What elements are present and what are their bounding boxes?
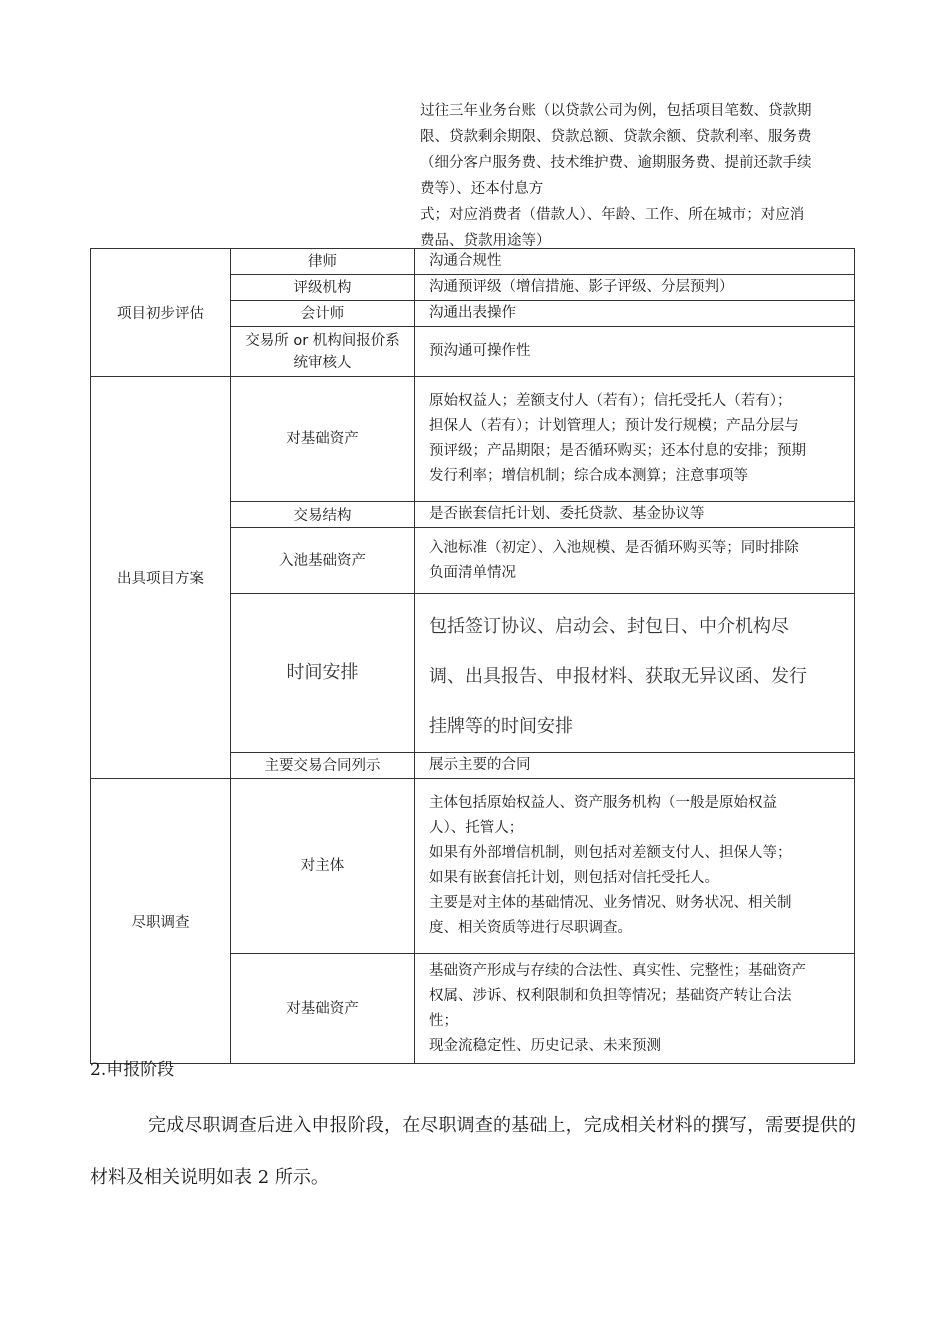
desc-line: 发行利率；增信机制；综合成本测算；注意事项等 — [429, 468, 748, 484]
desc-line: 担保人（若有）；计划管理人；预计发行规模；产品分层与 — [429, 418, 799, 434]
process-table — [90, 248, 855, 1064]
table-row — [91, 249, 855, 275]
table-row — [91, 779, 855, 954]
desc-cell: 预沟通可操作性 — [415, 327, 855, 377]
desc-cell — [415, 377, 855, 502]
stage-label-eval: 项目初步评估 — [91, 249, 231, 377]
desc-cell — [415, 528, 855, 594]
item-cell: 会计师 — [231, 301, 415, 327]
desc-line: 挂牌等的时间安排 — [429, 716, 573, 737]
text-line: 费品、贷款用途等） — [420, 233, 551, 249]
top-continuation-text — [420, 98, 860, 254]
desc-cell: 沟通合规性 — [415, 249, 855, 275]
item-cell: 交易结构 — [231, 502, 415, 528]
desc-cell — [415, 954, 855, 1064]
desc-cell: 是否嵌套信托计划、委托贷款、基金协议等 — [415, 502, 855, 528]
desc-line: 现金流稳定性、历史记录、未来预测 — [429, 1037, 661, 1054]
item-cell: 律师 — [231, 249, 415, 275]
desc-line: 度、相关资质等进行尽职调查。 — [429, 920, 632, 936]
desc-line: 主要是对主体的基础情况、业务情况、财务状况、相关制 — [429, 895, 792, 911]
item-cell — [231, 327, 415, 377]
body-paragraph: 完成尽职调查后进入申报阶段，在尽职调查的基础上，完成相关材料的撰写，需要提供的材料及相关说明如表 2 所示。 — [90, 1115, 856, 1188]
desc-cell: 沟通出表操作 — [415, 301, 855, 327]
desc-line: 原始权益人；差额支付人（若有）；信托受托人（若有）； — [429, 393, 792, 409]
desc-line: 预评级；产品期限；是否循环购买；还本付息的安排；预期 — [429, 443, 806, 459]
desc-cell — [415, 594, 855, 753]
stage-label-dd: 尽职调查 — [91, 779, 231, 1064]
desc-line: 包括签订协议、启动会、封包日、中介机构尽 — [429, 616, 789, 637]
desc-cell: 展示主要的合同 — [415, 753, 855, 779]
item-cell: 时间安排 — [231, 594, 415, 753]
item-line: 统审核人 — [293, 354, 352, 371]
desc-line: 如果有外部增信机制，则包括对差额支付人、担保人等； — [429, 845, 792, 861]
desc-line: 入池标准（初定）、入池规模、是否循环购买等；同时排除 — [429, 539, 799, 556]
section-heading: 2.申报阶段 — [90, 1060, 175, 1080]
desc-cell: 沟通预评级（增信措施、影子评级、分层预判） — [415, 275, 855, 301]
item-cell: 对基础资产 — [231, 377, 415, 502]
item-cell: 对主体 — [231, 779, 415, 954]
text-line: 过往三年业务台账（以贷款公司为例，包括项目笔数、贷款期 — [420, 103, 812, 119]
desc-cell — [415, 779, 855, 954]
desc-line: 如果有嵌套信托计划，则包括对信托受托人。 — [429, 870, 719, 886]
desc-line: 负面清单情况 — [429, 564, 516, 581]
text-line: 限、贷款剩余期限、贷款总额、贷款余额、贷款利率、服务费 — [420, 129, 812, 145]
desc-line: 性； — [429, 1012, 458, 1029]
desc-line: 调、出具报告、申报材料、获取无异议函、发行 — [429, 666, 807, 687]
item-line: 交易所 or 机构间报价系 — [245, 332, 400, 349]
item-cell: 对基础资产 — [231, 954, 415, 1064]
desc-line: 主体包括原始权益人、资产服务机构（一般是原始权益 — [429, 795, 777, 811]
item-cell: 入池基础资产 — [231, 528, 415, 594]
desc-line: 权属、涉诉、权利限制和负担等情况；基础资产转让合法 — [429, 987, 792, 1004]
stage-label-plan: 出具项目方案 — [91, 377, 231, 779]
text-line: 费等）、还本付息方 — [420, 181, 544, 197]
desc-line: 基础资产形成与存续的合法性、真实性、完整性；基础资产 — [429, 962, 806, 979]
item-cell: 主要交易合同列示 — [231, 753, 415, 779]
desc-line: 人）、托管人； — [429, 820, 524, 836]
text-line: 式；对应消费者（借款人）、年龄、工作、所在城市；对应消 — [420, 207, 805, 223]
table-row — [91, 377, 855, 502]
text-line: （细分客户服务费、技术维护费、逾期服务费、提前还款手续 — [420, 155, 812, 171]
item-cell: 评级机构 — [231, 275, 415, 301]
